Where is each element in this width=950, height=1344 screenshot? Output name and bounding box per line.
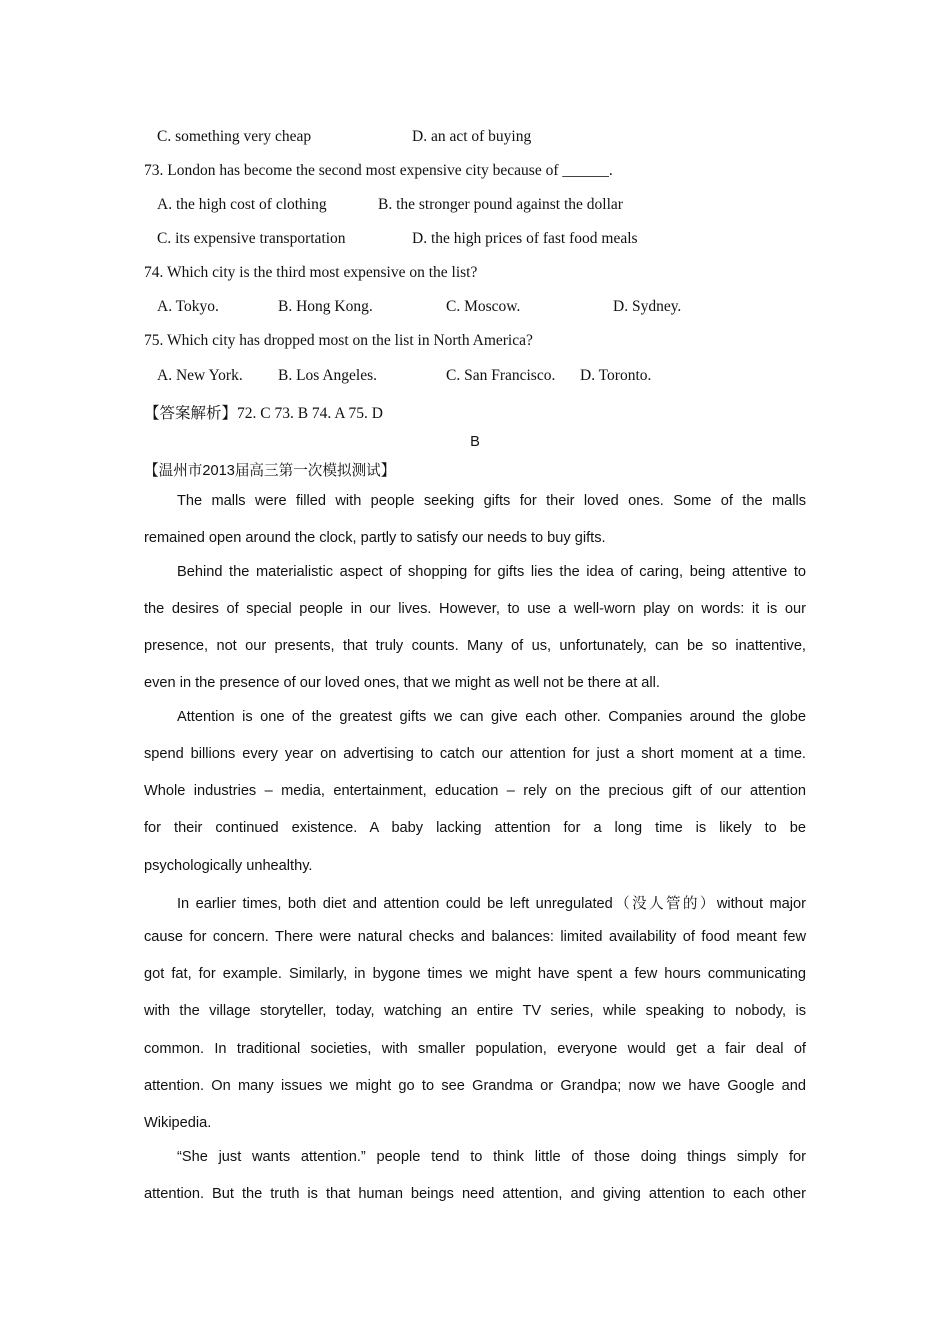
text-line: Whole industries – media, entertainment, education – rely on the precious gift of our attention <box>144 783 806 799</box>
option-d: D. Sydney. <box>613 298 682 315</box>
text-line: “She just wants attention.” people tend to think little of those doing things simply for <box>177 1149 806 1165</box>
source-label: 【温州市2013届高三第一次模拟测试】 <box>144 463 396 479</box>
text-line: presence, not our presents, that truly counts. Many of us, unfortunately, can be so inattentive, <box>144 638 806 654</box>
option-a: A. the high cost of clothing <box>157 196 327 213</box>
text-line: the desires of special people in our lives. However, to use a well-worn play on words: it is our <box>144 601 806 617</box>
text-line: Behind the materialistic aspect of shopping for gifts lies the idea of caring, being attentive to <box>177 564 806 580</box>
option-d: D. Toronto. <box>580 367 652 384</box>
text-line: got fat, for example. Similarly, in bygone times we might have spent a few hours communicating <box>144 966 806 982</box>
option-c: C. Moscow. <box>446 298 521 315</box>
text-line: Wikipedia. <box>144 1115 212 1131</box>
option-b: B. the stronger pound against the dollar <box>378 196 623 213</box>
text-line: Attention is one of the greatest gifts we can give each other. Companies around the globe <box>177 709 806 725</box>
section-letter: B <box>470 434 480 450</box>
option-c: C. San Francisco. <box>446 367 556 384</box>
text-line: remained open around the clock, partly to satisfy our needs to buy gifts. <box>144 530 606 546</box>
option-d: D. an act of buying <box>412 128 532 145</box>
option-a: A. New York. <box>157 367 243 384</box>
text-line: attention. On many issues we might go to see Grandma or Grandpa; now we have Google and <box>144 1078 806 1094</box>
text-line: cause for concern. There were natural checks and balances: limited availability of food meant few <box>144 929 806 945</box>
text-line: spend billions every year on advertising to catch our attention for just a short moment at a time. <box>144 746 806 762</box>
text-line: In earlier times, both diet and attention could be left unregulated（没人管的）without major <box>177 896 806 912</box>
text-line: psychologically unhealthy. <box>144 858 313 874</box>
question-stem: 73. London has become the second most expensive city because of ______. <box>144 162 613 179</box>
question-stem: 74. Which city is the third most expensive on the list? <box>144 264 478 281</box>
option-d: D. the high prices of fast food meals <box>412 230 638 247</box>
option-c: C. something very cheap <box>157 128 312 145</box>
text-line: for their continued existence. A baby lacking attention for a long time is likely to be <box>144 820 806 836</box>
option-c: C. its expensive transportation <box>157 230 346 247</box>
text-line: with the village storyteller, today, watching an entire TV series, while speaking to nobody, is <box>144 1003 806 1019</box>
answer-key: 【答案解析】72. C 73. B 74. A 75. D <box>144 405 383 422</box>
option-a: A. Tokyo. <box>157 298 219 315</box>
text-line: even in the presence of our loved ones, that we might as well not be there at all. <box>144 675 660 691</box>
option-b: B. Los Angeles. <box>278 367 378 384</box>
text-line: common. In traditional societies, with smaller population, everyone would get a fair deal of <box>144 1041 806 1057</box>
question-stem: 75. Which city has dropped most on the list in North America? <box>144 332 533 349</box>
text-line: The malls were filled with people seeking gifts for their loved ones. Some of the malls <box>177 493 806 509</box>
text-line: attention. But the truth is that human beings need attention, and giving attention to each other <box>144 1186 806 1202</box>
option-b: B. Hong Kong. <box>278 298 373 315</box>
